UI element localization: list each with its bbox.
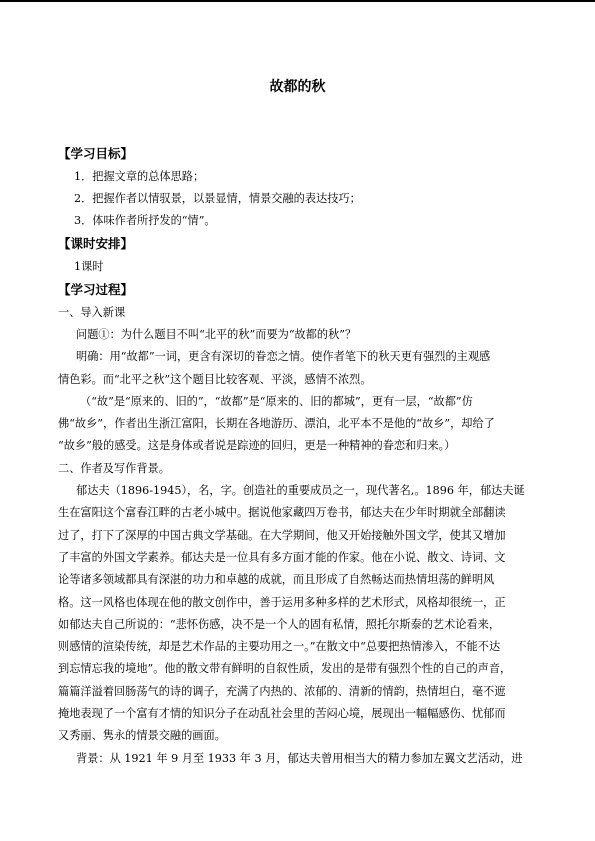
part-heading-author: 二、作者及写作背景。: [58, 461, 170, 475]
note-line: （“故”是“原来的、旧的”，“故都”是“原来的、旧的都城”，更有一层，“故都”仿: [80, 394, 473, 408]
author-paragraph-line: 格。这一风格也体现在他的散文创作中，善于运用多种多样的艺术形式，风格却很统一，正: [58, 595, 506, 609]
goal-item: 1．把握文章的总体思路；: [74, 169, 205, 183]
author-paragraph-line: 了丰富的外国文学素养。郁达夫是一位具有多方面才能的作家。他在小说、散文、诗词、文: [58, 550, 506, 564]
author-paragraph-line: 过了，打下了深厚的中国古典文学基础。在大学期间，他又开始接触外国文学，使其又增加: [58, 528, 506, 542]
answer-line: 明确：用“故都”一词，更含有深切的眷恋之情。使作者笔下的秋天更有强烈的主观感: [76, 350, 491, 364]
author-paragraph-line: 又秀丽、隽永的情景交融的画面。: [58, 729, 226, 743]
note-line: 佛“故乡”，作者出生浙江富阳，长期在各地游历、漂泊，北平本不是他的“故乡”，却给了: [58, 417, 495, 431]
author-paragraph-line: 生在富阳这个富春江畔的古老小城中。据说他家藏四万卷书，郁达夫在少年时期就全部翻读: [58, 506, 506, 520]
section-heading-goals: 【学习目标】: [58, 146, 134, 161]
author-paragraph-line: 论等诸多领域都具有深湛的功力和卓越的成就，而且形成了自然畅达而热情坦荡的鲜明风: [58, 573, 495, 587]
document-body: [58, 142, 538, 770]
author-paragraph-line: 掩地表现了一个富有才情的知识分子在动乱社会里的苦闷心境，展现出一幅幅感伤、忧郁而: [58, 707, 506, 721]
answer-line: 情色彩。而“北平之秋”这个题目比较客观、平淡，感情不浓烈。: [58, 372, 372, 386]
section-heading-schedule: 【课时安排】: [58, 236, 134, 252]
goal-item: 2．把握作者以情驭景，以景显情，情景交融的表达技巧；: [74, 191, 361, 205]
question-text: 问题①：为什么题目不叫“北平的秋”而要为“故都的秋”？: [76, 327, 357, 341]
note-line: “故乡”般的感受。这是身体或者说是踪迹的回归，更是一种精神的眷恋和归来。）: [58, 439, 456, 453]
goal-item: 3．体味作者所抒发的“情”。: [74, 214, 216, 228]
author-paragraph-line: 到忘情忘我的境地”。他的散文带有鲜明的自叙性质，发出的是带有强烈个性的自己的声音，: [58, 662, 512, 676]
background-line: 背景：从 1921 年 9 月至 1933 年 3 月，郁达夫曾用相当大的精力参加左翼文艺活动，进: [76, 751, 523, 765]
author-paragraph-line: 篇篇洋溢着回肠荡气的诗的调子，充满了内热的、浓郁的、清新的情韵，热情坦白，毫不遮: [58, 684, 506, 698]
part-heading-intro: 一、导入新课: [58, 305, 126, 319]
document-title: 故都的秋: [269, 79, 326, 95]
section-heading-process: 【学习过程】: [58, 282, 134, 298]
author-paragraph-line: 则感情的渲染传统，却是艺术作品的主要功用之一。”在散文中“总要把热情渗入，不能不达: [58, 640, 501, 654]
author-paragraph-line: 如郁达夫自己所说的：“悲怀伤感，决不是一个人的固有私情，照托尔斯泰的艺术论看来，: [58, 617, 501, 631]
schedule-text: 1课时: [74, 259, 104, 273]
author-paragraph-line: 郁达夫（1896-1945），名，字。创造社的重要成员之一，现代著名,。1896 年，郁达夫诞: [76, 484, 525, 498]
